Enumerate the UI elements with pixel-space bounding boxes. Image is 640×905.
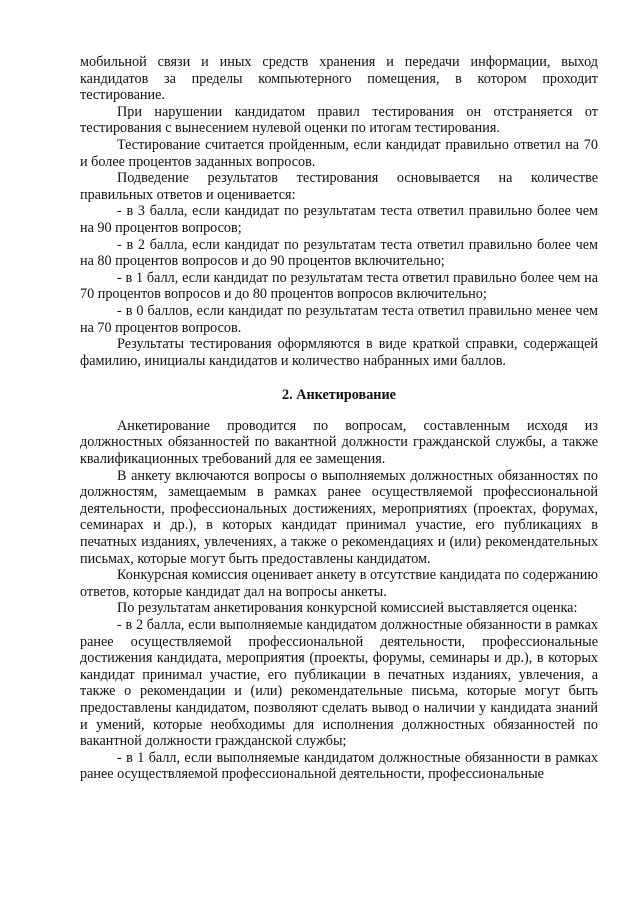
list-item: - в 2 балла, если выполняемые кандидатом должностные обязанности в рамках ранее осуществляемой профессиональной деятельности, профессиональные достижения кандидата, мероприятия (проекты, форумы, семинары и др.), в которых кандидат принимал участие, его публикации в печатных изданиях, увлечения, а также о рекомендации и (или) рекомендательные письма, которые могут быть предоставлены кандидатом, позволяют сделать вывод о наличии у кандидата знаний и умений, которые необходимы для исполнения должностных обязанностей по вакантной должности гражданской службы; [80, 617, 598, 750]
paragraph: Анкетирование проводится по вопросам, составленным исходя из должностных обязанностей по вакантной должности гражданской службы, а также квалификационных требований для ее замещения. [80, 417, 598, 468]
paragraph: мобильной связи и иных средств хранения и передачи информации, выход кандидатов за пределы компьютерного помещения, в котором проходит тестирование. [80, 54, 598, 104]
section-heading: 2. Анкетирование [282, 387, 396, 404]
paragraph: Подведение результатов тестирования основывается на количестве правильных ответов и оценивается: [80, 170, 598, 203]
document-page [80, 54, 598, 783]
list-item: - в 2 балла, если кандидат по результатам теста ответил правильно более чем на 80 процентов вопросов и до 90 процентов включительно; [80, 236, 598, 270]
paragraph: По результатам анкетирования конкурсной комиссией выставляется оценка: [117, 600, 578, 617]
list-item: - в 1 балл, если выполняемые кандидатом должностные обязанности в рамках ранее осуществляемой профессиональной деятельности, профессиональные [80, 749, 598, 783]
list-item: - в 1 балл, если кандидат по результатам теста ответил правильно более чем на 70 процентов вопросов и до 80 процентов вопросов включительно; [80, 269, 598, 303]
list-item: - в 0 баллов, если кандидат по результатам теста ответил правильно менее чем на 70 процентов вопросов. [80, 302, 598, 336]
list-item: - в 3 балла, если кандидат по результатам теста ответил правильно более чем на 90 процентов вопросов; [80, 203, 598, 236]
paragraph: Результаты тестирования оформляются в виде краткой справки, содержащей фамилию, инициалы кандидатов и количество набранных ими баллов. [80, 336, 598, 369]
paragraph: При нарушении кандидатом правил тестирования он отстраняется от тестирования с вынесением нулевой оценки по итогам тестирования. [80, 103, 598, 137]
paragraph: В анкету включаются вопросы о выполняемых должностных обязанностях по должностям, замещаемым в рамках ранее осуществляемой профессиональной деятельности, профессиональных достижениях, мероприятиях (проектах, форумах, семинарах и др.), в которых кандидат принимал участие, его публикациях в печатных изданиях, увлечениях, а также о рекомендациях и (или) рекомендательных письмах, которые могут быть предоставлены кандидатом. [80, 467, 598, 567]
paragraph: Тестирование считается пройденным, если кандидат правильно ответил на 70 и более процентов заданных вопросов. [80, 136, 598, 170]
paragraph: Конкурсная комиссия оценивает анкету в отсутствие кандидата по содержанию ответов, которые кандидат дал на вопросы анкеты. [80, 567, 598, 600]
